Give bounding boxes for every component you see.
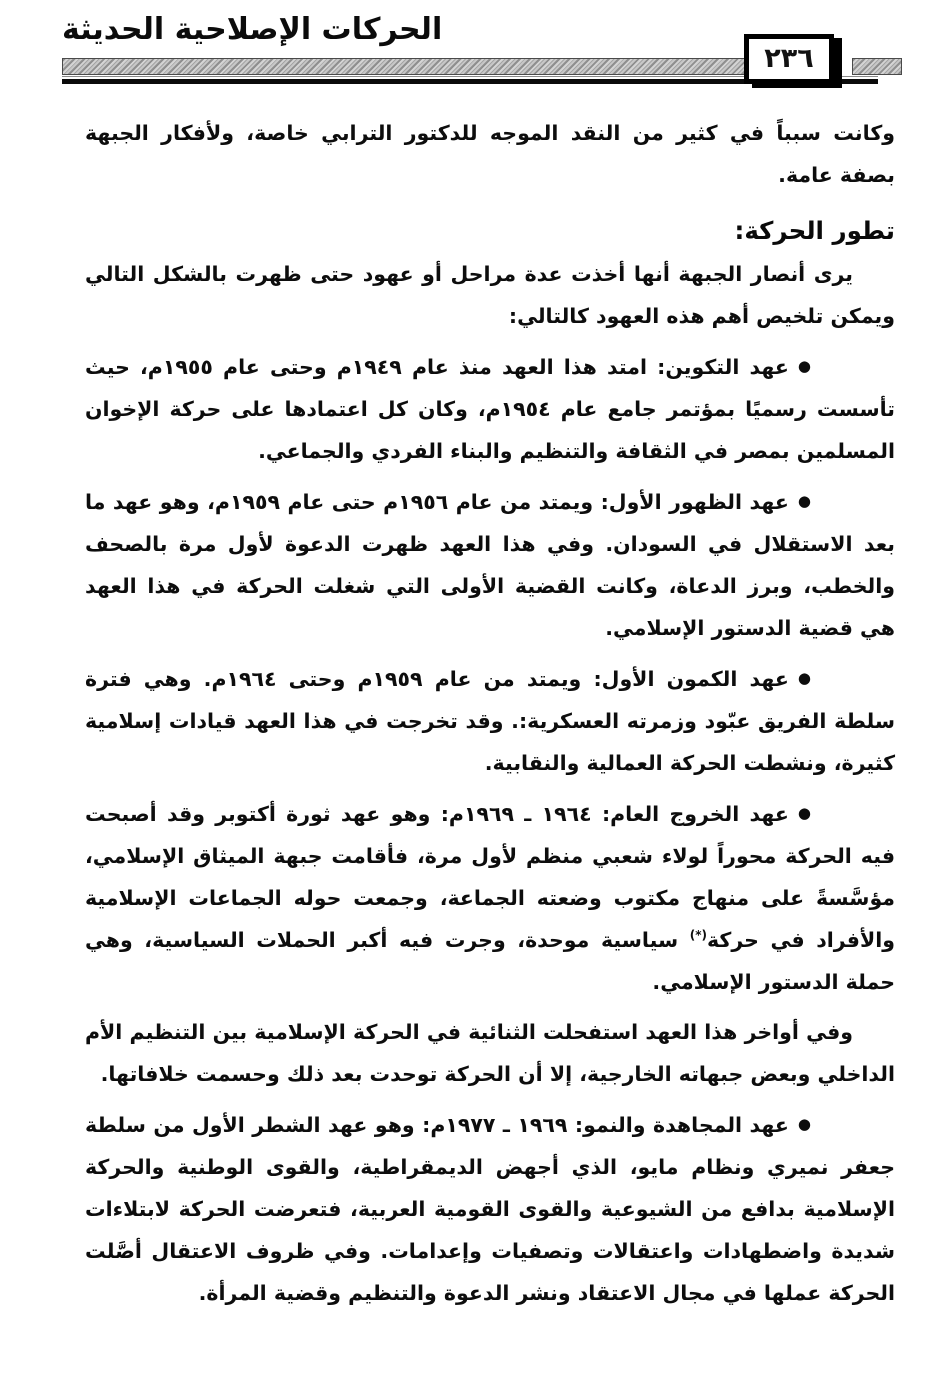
intro-paragraph: وكانت سبباً في كثير من النقد الموجه للدكتور الترابي خاصة، ولأفكار الجبهة بصفة عامة. (85, 121, 895, 187)
running-head-title: الحركات الإصلاحية الحديثة (62, 12, 443, 47)
decorative-hatch-bar-right (852, 58, 902, 75)
page-number: ٢٣٦ (764, 42, 814, 74)
era-public-outbreak-title: عهد الخروج العام: ١٩٦٤ ـ ١٩٦٩م: (440, 802, 789, 826)
era-first-emergence-title: عهد الظهور الأول: (600, 490, 789, 514)
bullet-icon: ● (797, 492, 811, 510)
page-number-badge (744, 34, 834, 84)
page-body (0, 96, 942, 1314)
bullet-era-first-latency (85, 657, 895, 784)
lead-paragraph: يرى أنصار الجبهة أنها أخذت عدة مراحل أو عهود حتى ظهرت بالشكل التالي ويمكن تلخيص أهم هذه العهود كالتالي: (85, 262, 895, 328)
bullet-icon: ● (797, 1115, 812, 1133)
bullet-icon: ● (797, 357, 811, 375)
era-first-emergence-text: ويمتد من عام ١٩٥٦م حتى عام ١٩٥٩م، وهو عهد ما بعد الاستقلال في السودان. وفي هذا العهد ظهرت الدعوة لأول مرة بالصحف والخطب، وبرز الدعاة، وكانت القضية الأولى التي شغلت الحركة في هذا العهد هي قضية الدستور الإسلامي. (85, 490, 895, 640)
bullet-icon: ● (797, 669, 811, 687)
bullet-era-formation (85, 345, 895, 472)
era-first-latency-text: ويمتد من عام ١٩٥٩م وحتى ١٩٦٤م. وهي فترة سلطة الفريق عبّود وزمرته العسكرية:. وقد تخرجت في هذا العهد قيادات إسلامية كثيرة، ونشطت الحركة العمالية والنقابية. (85, 667, 895, 775)
footnote-marker: (*) (689, 928, 707, 943)
era-first-latency-title: عهد الكمون الأول: (593, 667, 789, 691)
section-heading: تطور الحركة: (734, 216, 895, 245)
era-formation-text: امتد هذا العهد منذ عام ١٩٤٩م وحتى عام ١٩٥٥م، حيث تأسست رسميًا بمؤتمر جامع عام ١٩٥٤م، وكان كل اعتمادها على حركة الإخوان المسلمين بمصر في الثقافة والتنظيم والبناء الفردي والجماعي. (85, 355, 896, 463)
era-public-outbreak-text-before: وهو عهد ثورة أكتوبر وقد أصبحت فيه الحركة محوراً لولاء شعبي منظم لأول مرة، فأقامت جبهة الميثاق الإسلامي، مؤسَّسةً على منهاج مكتوب وضعته الجماعة، وجمعت حوله الجماعات الإسلامية والأفراد في حركة (85, 802, 895, 952)
bullet-era-public-outbreak (85, 792, 895, 1003)
decorative-hatch-bar-left (62, 58, 752, 75)
duality-paragraph: وفي أواخر هذا العهد استفحلت الثنائية في الحركة الإسلامية بين التنظيم الأم الداخلي وبعض جبهاته الخارجية، إلا أن الحركة توحدت بعد ذلك وحسمت خلافاتها. (85, 1020, 895, 1086)
bullet-era-first-emergence (85, 480, 895, 649)
era-public-outbreak-text-after: سياسية موحدة، وجرت فيه أكبر الحملات السياسية، وهي حملة الدستور الإسلامي. (85, 928, 895, 994)
era-formation-title: عهد التكوين: (657, 355, 789, 379)
era-striving-growth-title: عهد المجاهدة والنمو: ١٩٦٩ ـ ١٩٧٧م: (422, 1113, 789, 1137)
page-header (0, 0, 942, 88)
era-striving-growth-text: وهو عهد الشطر الأول من سلطة جعفر نميري ونظام مايو، الذي أجهض الديمقراطية، والقوى الوطنية والحركة الإسلامية بدافع من الشيوعية والقوى القومية العربية، فتعرضت الحركة لابتلاءات شديدة واضطهادات واعتقالات وتصفيات وإعدامات. وفي ظروف الاعتقال أصَّلت الحركة عملها في مجال الاعتقاد ونشر الدعوة والتنظيم وقضية المرأة. (85, 1113, 895, 1305)
bullet-icon: ● (797, 804, 811, 822)
bullet-era-striving-growth (85, 1103, 895, 1314)
